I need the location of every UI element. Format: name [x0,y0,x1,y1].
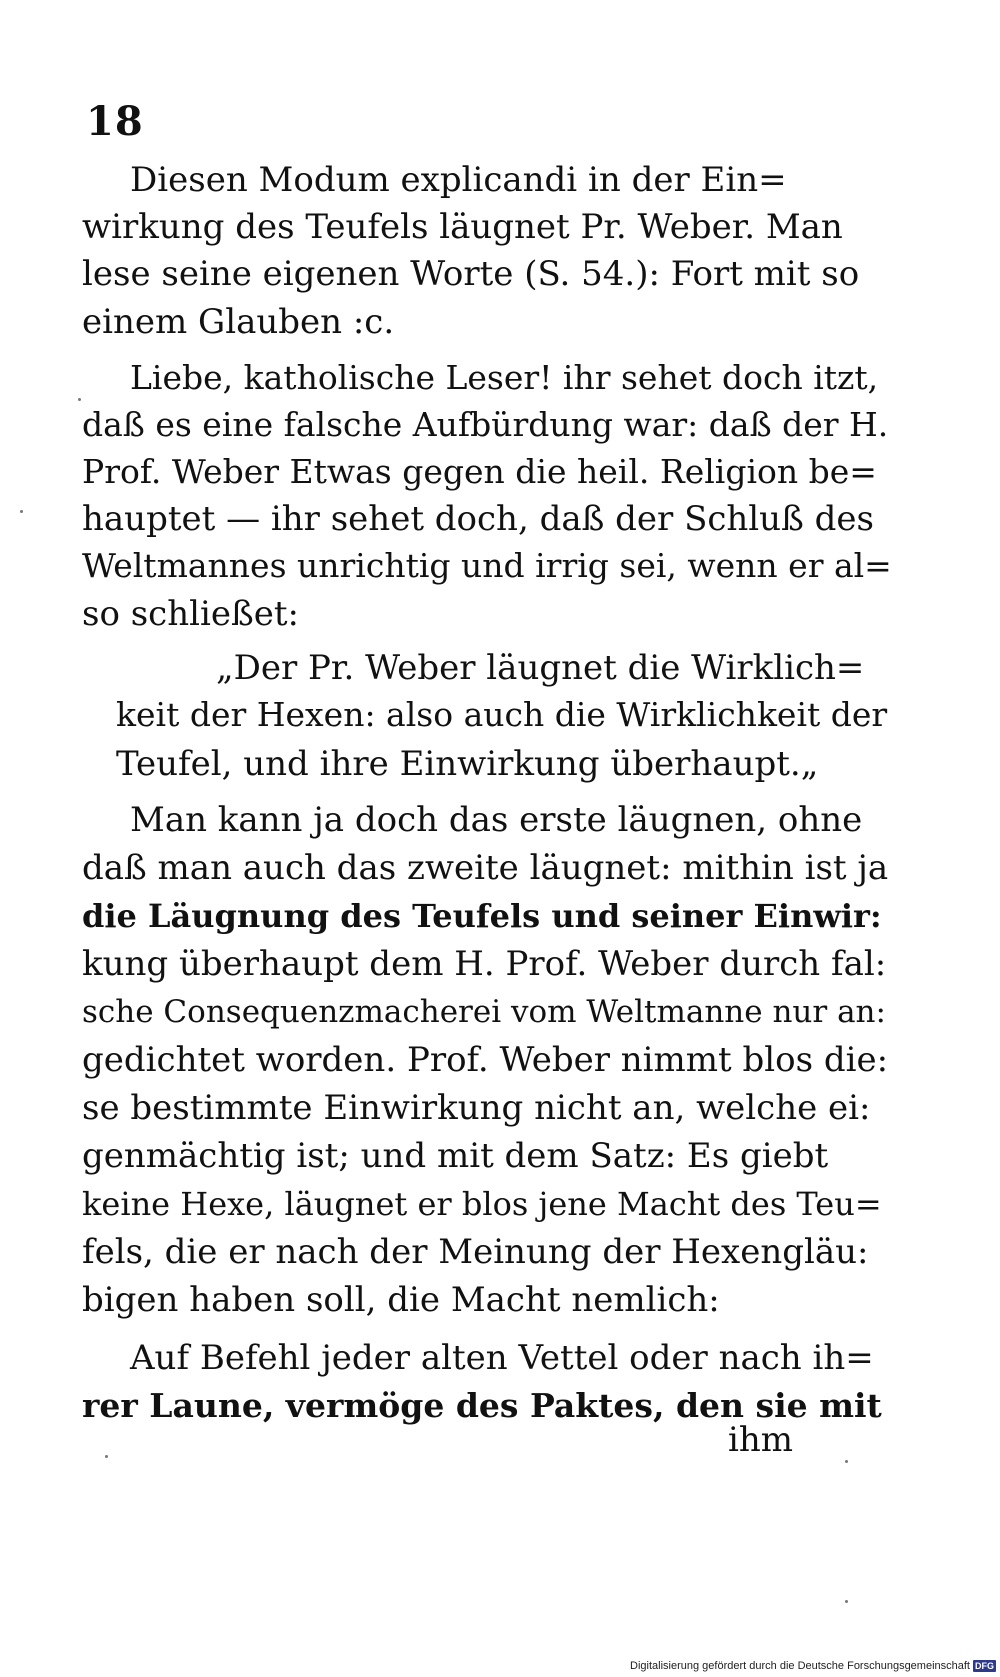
text-line: so schließet: [82,594,299,634]
text-line: bigen haben soll, die Macht nemlich: [82,1280,720,1320]
text-line: Diesen Modum explicandi in der Ein= [130,160,787,200]
quote-line: „Der Pr. Weber läugnet die Wirklich= [216,648,865,688]
dfg-logo: DFG [975,1661,994,1671]
text-line: kung überhaupt dem H. Prof. Weber durch fal: [82,944,887,984]
paper-speck [20,510,23,513]
quote-line: Teufel, und ihre Einwirkung überhaupt.„ [116,744,819,784]
text-line: Weltmannes unrichtig und irrig sei, wenn er al= [82,546,892,585]
digitization-footer [630,1655,1000,1677]
text-line: Auf Befehl jeder alten Vettel oder nach ih= [130,1338,874,1378]
text-line: sche Consequenzmacherei vom Weltmanne nur an: [82,994,886,1030]
text-line: hauptet — ihr sehet doch, daß der Schluß des [82,499,874,539]
paper-speck [78,398,81,401]
text-line: Liebe, katholische Leser! ihr sehet doch itzt, [130,358,879,397]
paper-speck [105,1455,108,1458]
text-line: daß man auch das zweite läugnet: mithin ist ja [82,848,889,888]
text-line: keine Hexe, läugnet er blos jene Macht des Teu= [82,1185,882,1223]
text-line: fels, die er nach der Meinung der Hexengläu: [82,1232,869,1272]
quote-line: keit der Hexen: also auch die Wirklichkeit der [116,695,888,734]
text-line: lese seine eigenen Worte (S. 54.): Fort mit so [82,254,860,294]
footer-text: Digitalisierung gefördert durch die Deutsche Forschungsgemeinschaft [630,1660,970,1672]
text-line: Prof. Weber Etwas gegen die heil. Religion be= [82,452,877,491]
text-line: wirkung des Teufels läugnet Pr. Weber. Man [82,207,843,247]
text-line: genmächtig ist; und mit dem Satz: Es giebt [82,1136,829,1176]
text-line: Man kann ja doch das erste läugnen, ohne [130,800,863,840]
text-line: einem Glauben :c. [82,302,395,342]
text-line: die Läugnung des Teufels und seiner Einwir: [82,897,882,935]
text-line: se bestimmte Einwirkung nicht an, welche ei: [82,1088,871,1128]
text-line: gedichtet worden. Prof. Weber nimmt blos die: [82,1040,889,1080]
page-number: 18 [86,98,144,145]
text-line: daß es eine falsche Aufbürdung war: daß der H. [82,405,889,444]
catchword: ihm [728,1420,794,1460]
text-line: rer Laune, vermöge des Paktes, den sie mit [82,1386,882,1425]
paper-speck [845,1460,848,1463]
paper-speck [845,1600,848,1603]
